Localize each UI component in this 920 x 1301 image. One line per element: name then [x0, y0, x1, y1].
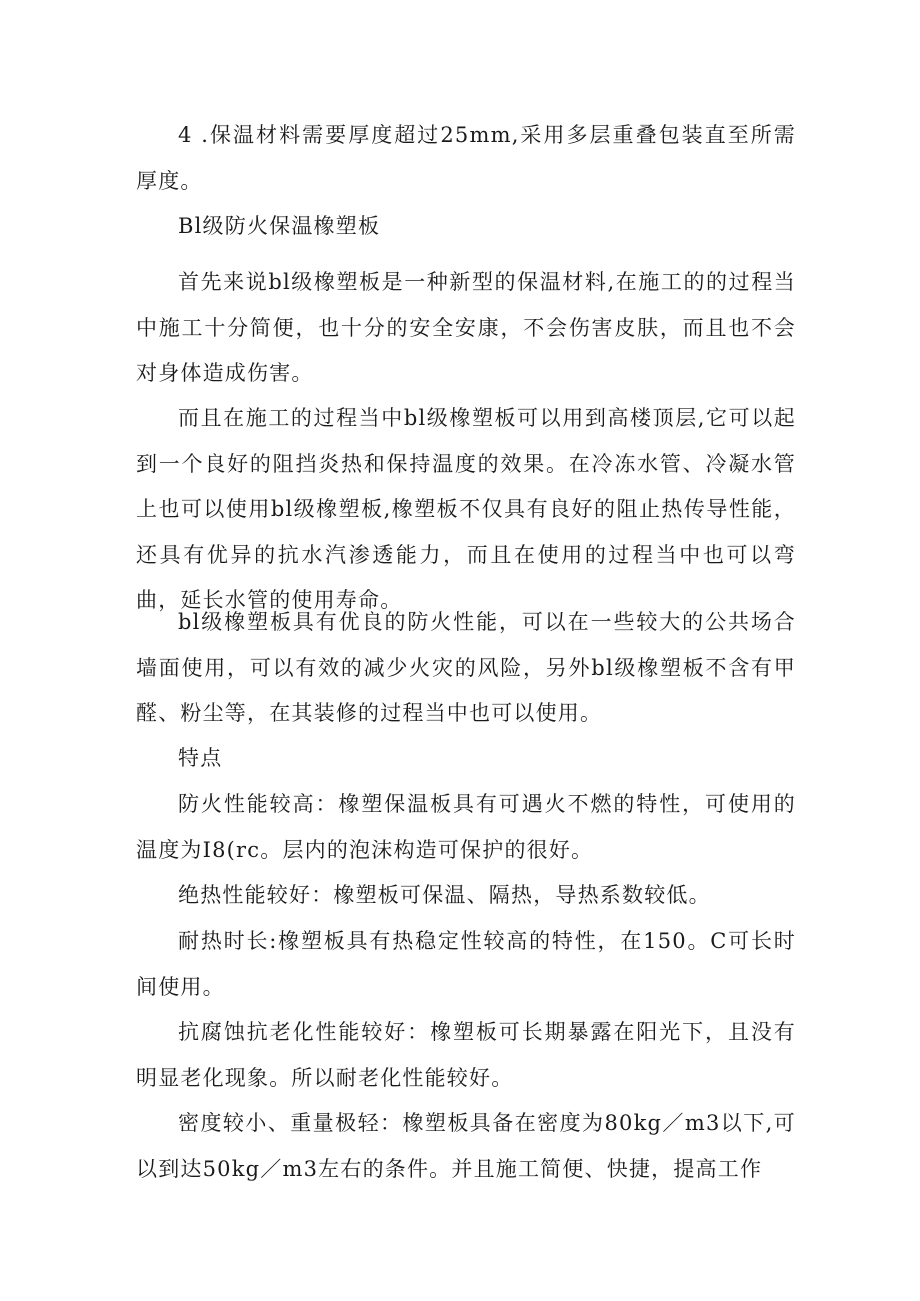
feature-insulation: 绝热性能较好：橡塑板可保温、隔热，导热系数较低。 [178, 883, 711, 907]
section-heading-features: 特点 [178, 746, 223, 770]
feature-heat-duration: 耐热时长:橡塑板具有热稳定性较高的特性，在150。C可长时间使用。 [136, 929, 796, 999]
paragraph-fire-performance: bl级橡塑板具有优良的防火性能，可以在一些较大的公共场合墙面使用，可以有效的减少火灾的风险，另外bl级橡塑板不含有甲醛、粉尘等，在其装修的过程当中也可以使用。 [136, 610, 796, 725]
paragraph-construction-use: 而且在施工的过程当中bl级橡塑板可以用到高楼顶层,它可以起到一个良好的阻挡炎热和保持温度的效果。在冷冻水管、冷凝水管上也可以使用bl级橡塑板,橡塑板不仅具有良好的阻止热传导性能，还具有优异的抗水汽渗透能力，而且在使用的过程当中也可以弯曲，延长水管的使用寿命。 [136, 406, 796, 612]
feature-low-density: 密度较小、重量极轻：橡塑板具备在密度为80kg／m3以下,可以到达50kg／m3左右的条件。并且施工简便、快捷，提高工作 [136, 1111, 796, 1181]
paragraph-intro: 首先来说bl级橡塑板是一种新型的保温材料,在施工的的过程当中施工十分简便，也十分的安全安康，不会伤害皮肤，而且也不会对身体造成伤害。 [136, 270, 796, 385]
paragraph-thickness-note: 4 .保温材料需要厚度超过25mm,采用多层重叠包装直至所需厚度。 [136, 123, 796, 193]
feature-anti-aging: 抗腐蚀抗老化性能较好：橡塑板可长期暴露在阳光下，且没有明显老化现象。所以耐老化性能较好。 [136, 1020, 796, 1090]
feature-fire-resistance: 防火性能较高：橡塑保温板具有可遇火不燃的特性，可使用的温度为I8(rc。层内的泡沫构造可保护的很好。 [136, 792, 796, 862]
section-heading-b1-board: Bl级防火保温橡塑板 [178, 214, 381, 238]
